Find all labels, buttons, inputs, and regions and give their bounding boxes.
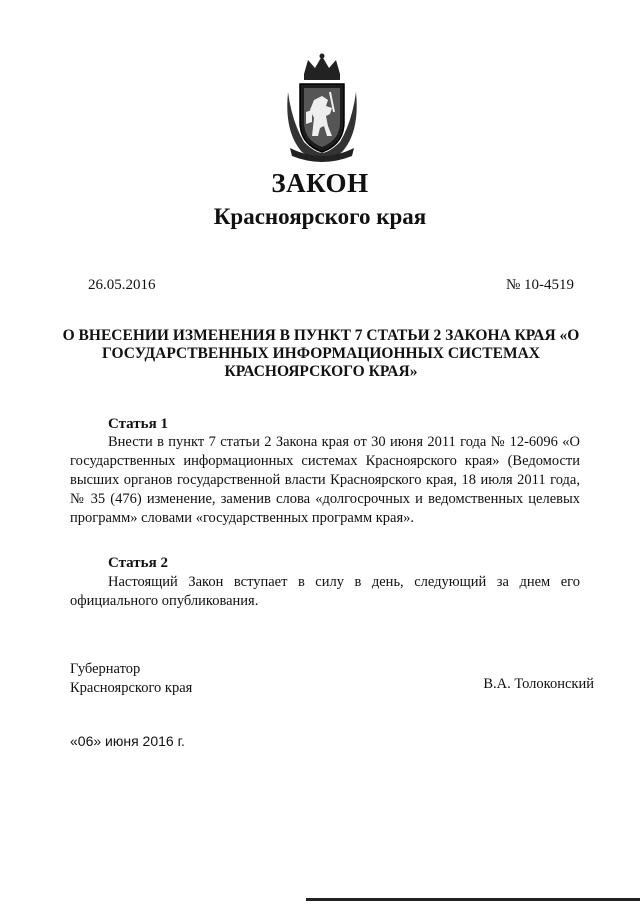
signatory-role-line1: Губернатор [70,661,141,677]
signatory-role-line2: Красноярского края [70,680,193,696]
bottom-divider [306,898,640,901]
article-1-text: Внести в пункт 7 статьи 2 Закона края от 30 июня 2011 года № 12-6096 «О государственных информационных системах Красноярского края» (Ведомости высших органов государственной власти Красноярского края, 18 июля 2011 года, № 35 (476) изменение, заменив слова «долгосрочных и ведомственных целевых программ» словами «государственных программ края». [70,434,580,526]
document-date: 26.05.2016 [88,277,156,293]
law-heading: О ВНЕСЕНИИ ИЗМЕНЕНИЯ В ПУНКТ 7 СТАТЬИ 2 ЗАКОНА КРАЯ «О ГОСУДАРСТВЕННЫХ ИНФОРМАЦИОННЫХ СИСТЕМАХ КРАСНОЯРСКОГО КРАЯ» [62,327,580,380]
article-2-title: Статья 2 [108,555,168,571]
document-number: № 10-4519 [505,277,574,293]
document-subtitle: Красноярского края [213,204,427,229]
signatory-name: В.А. Толоконский [483,676,594,692]
document-title: ЗАКОН [271,168,369,198]
article-1-title: Статья 1 [108,416,168,432]
article-2-text: Настоящий Закон вступает в силу в день, следующий за днем его официального опубликования. [70,574,580,609]
signing-date: «06» июня 2016 г. [70,733,185,749]
signatory-role [70,660,192,698]
coat-of-arms-icon [282,52,362,164]
